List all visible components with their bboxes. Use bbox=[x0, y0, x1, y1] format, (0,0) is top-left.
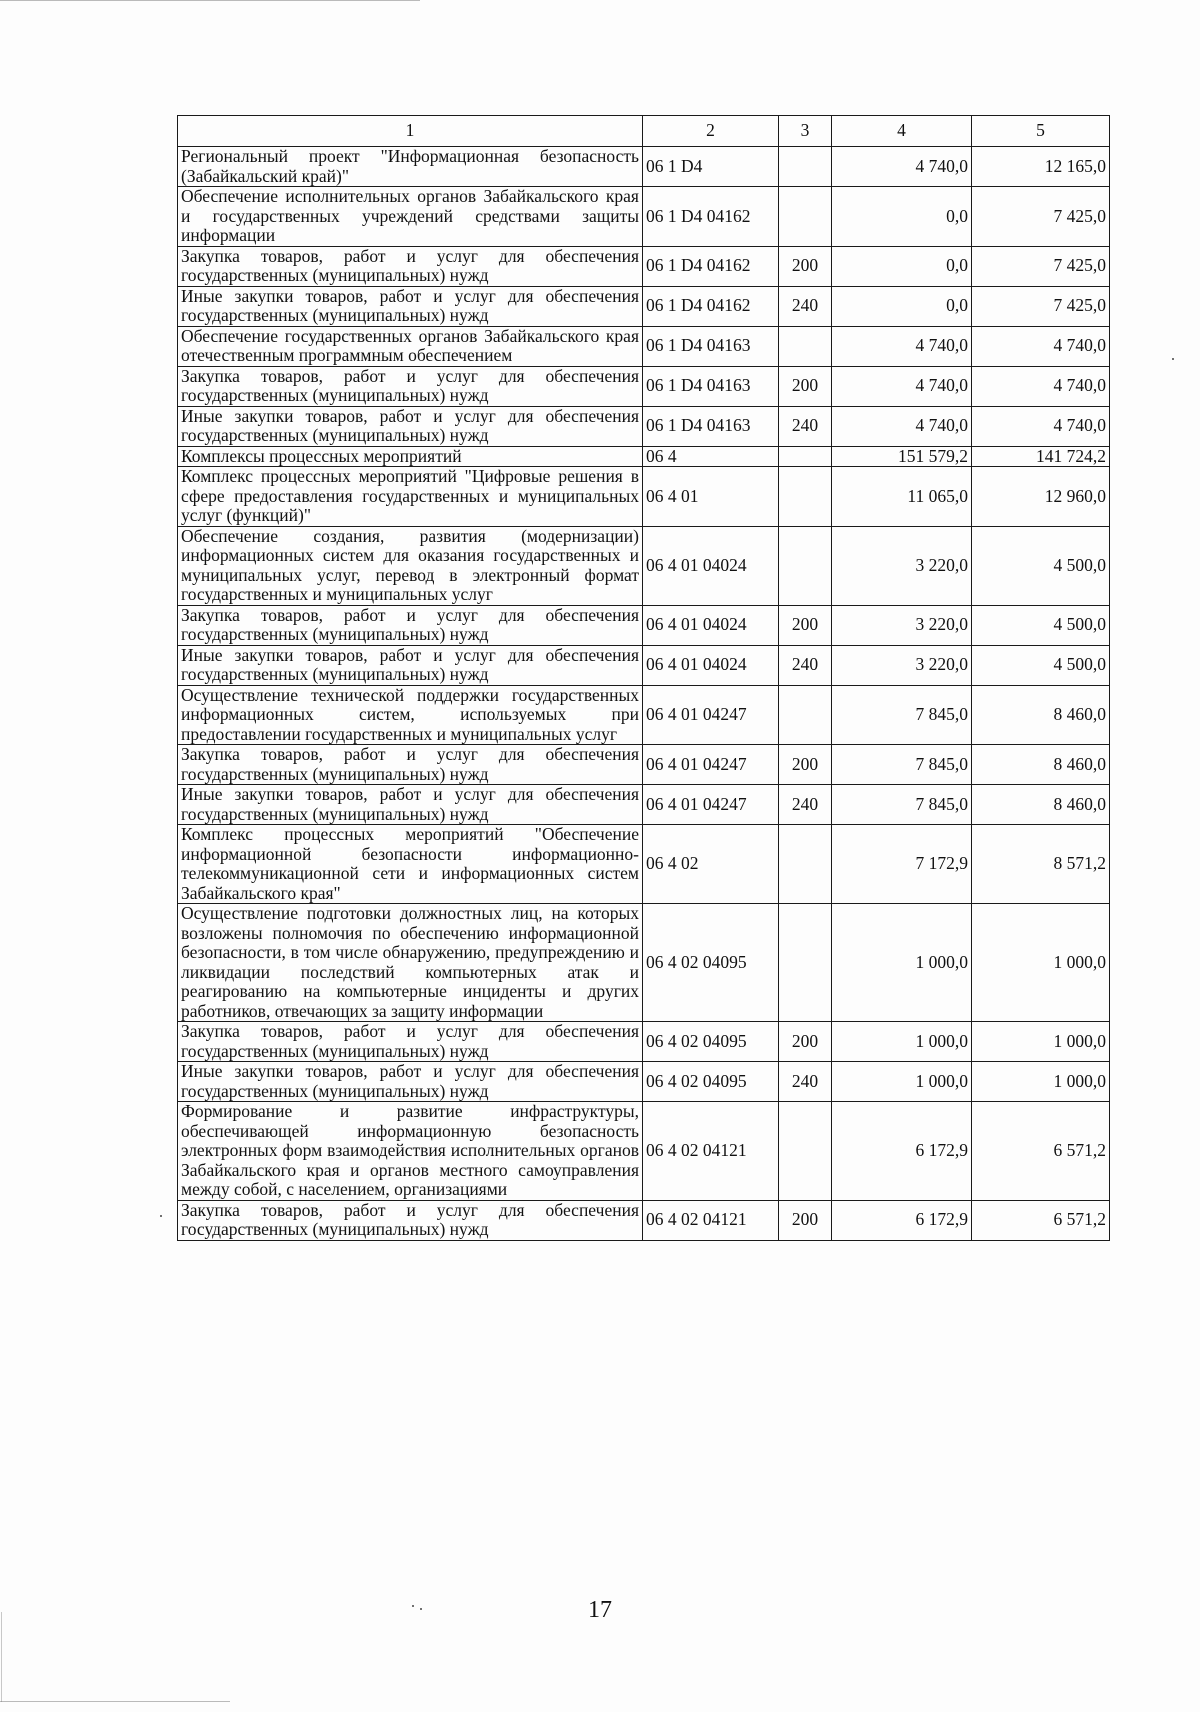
row-name-cell: Закупка товаров, работ и услуг для обеспечения государственных (муниципальных) нужд bbox=[178, 1022, 643, 1062]
row-name-cell: Обеспечение исполнительных органов Забайкальского края и государственных учреждений средствами защиты информации bbox=[178, 187, 643, 247]
row-code-cell: 06 1 D4 04163 bbox=[643, 406, 779, 446]
row-value-col5-cell: 7 425,0 bbox=[972, 187, 1110, 247]
scan-edge-bottom bbox=[0, 1701, 230, 1702]
table-row bbox=[178, 526, 1110, 605]
row-code-cell: 06 4 01 04024 bbox=[643, 645, 779, 685]
row-code-cell: 06 4 02 04095 bbox=[643, 1062, 779, 1102]
table-row bbox=[178, 467, 1110, 527]
row-value-col5-cell: 4 740,0 bbox=[972, 366, 1110, 406]
row-type-cell bbox=[779, 1102, 832, 1201]
row-code-cell: 06 1 D4 04163 bbox=[643, 366, 779, 406]
row-value-col5-cell: 4 500,0 bbox=[972, 645, 1110, 685]
row-name-cell: Комплекс процессных мероприятий "Цифровые решения в сфере предоставления государственных и муниципальных услуг (функций)" bbox=[178, 467, 643, 527]
row-type-cell bbox=[779, 685, 832, 745]
row-value-col5-cell: 4 740,0 bbox=[972, 326, 1110, 366]
budget-table bbox=[177, 115, 1110, 1241]
row-value-col5-cell: 8 460,0 bbox=[972, 785, 1110, 825]
row-value-col5-cell: 6 571,2 bbox=[972, 1102, 1110, 1201]
scan-edge-top bbox=[0, 0, 420, 1]
row-type-cell: 200 bbox=[779, 605, 832, 645]
row-code-cell: 06 1 D4 bbox=[643, 147, 779, 187]
row-value-col4-cell: 1 000,0 bbox=[832, 1062, 972, 1102]
row-code-cell: 06 1 D4 04162 bbox=[643, 286, 779, 326]
table-row bbox=[178, 366, 1110, 406]
row-type-cell: 240 bbox=[779, 286, 832, 326]
row-code-cell: 06 4 01 bbox=[643, 467, 779, 527]
row-name-cell: Осуществление технической поддержки государственных информационных систем, используемых при предоставлении государственных и муниципальных услуг bbox=[178, 685, 643, 745]
row-value-col4-cell: 1 000,0 bbox=[832, 904, 972, 1022]
row-type-cell bbox=[779, 187, 832, 247]
row-value-col5-cell: 12 960,0 bbox=[972, 467, 1110, 527]
row-code-cell: 06 4 bbox=[643, 446, 779, 467]
row-code-cell: 06 1 D4 04162 bbox=[643, 187, 779, 247]
table-row bbox=[178, 645, 1110, 685]
row-value-col5-cell: 1 000,0 bbox=[972, 904, 1110, 1022]
row-name-cell: Закупка товаров, работ и услуг для обеспечения государственных (муниципальных) нужд bbox=[178, 1200, 643, 1240]
table-row bbox=[178, 246, 1110, 286]
row-value-col4-cell: 11 065,0 bbox=[832, 467, 972, 527]
row-code-cell: 06 4 02 04095 bbox=[643, 1022, 779, 1062]
row-name-cell: Иные закупки товаров, работ и услуг для обеспечения государственных (муниципальных) нужд bbox=[178, 286, 643, 326]
row-name-cell: Обеспечение государственных органов Забайкальского края отечественным программным обеспечением bbox=[178, 326, 643, 366]
row-code-cell: 06 4 01 04247 bbox=[643, 745, 779, 785]
row-value-col5-cell: 6 571,2 bbox=[972, 1200, 1110, 1240]
row-value-col5-cell: 1 000,0 bbox=[972, 1022, 1110, 1062]
row-value-col4-cell: 4 740,0 bbox=[832, 326, 972, 366]
table-row bbox=[178, 904, 1110, 1022]
row-name-cell: Закупка товаров, работ и услуг для обеспечения государственных (муниципальных) нужд bbox=[178, 366, 643, 406]
table-row bbox=[178, 605, 1110, 645]
row-type-cell: 200 bbox=[779, 246, 832, 286]
row-name-cell: Комплексы процессных мероприятий bbox=[178, 446, 643, 467]
page-number: 17 bbox=[588, 1597, 612, 1623]
table-row bbox=[178, 785, 1110, 825]
table-row bbox=[178, 1022, 1110, 1062]
row-type-cell: 240 bbox=[779, 645, 832, 685]
row-type-cell: 200 bbox=[779, 366, 832, 406]
row-value-col5-cell: 7 425,0 bbox=[972, 246, 1110, 286]
row-name-cell: Комплекс процессных мероприятий "Обеспечение информационной безопасности информационно-телекоммуникационной сети и информационных систем Забайкальского края" bbox=[178, 825, 643, 904]
row-code-cell: 06 4 01 04247 bbox=[643, 785, 779, 825]
row-name-cell: Обеспечение создания, развития (модернизации) информационных систем для оказания государственных и муниципальных услуг, перевод в электронный формат государственных и муниципальных услуг bbox=[178, 526, 643, 605]
row-value-col4-cell: 6 172,9 bbox=[832, 1102, 972, 1201]
row-type-cell bbox=[779, 825, 832, 904]
column-header-5: 5 bbox=[972, 116, 1110, 147]
table-row bbox=[178, 187, 1110, 247]
row-type-cell: 200 bbox=[779, 1022, 832, 1062]
column-header-3: 3 bbox=[779, 116, 832, 147]
row-name-cell: Иные закупки товаров, работ и услуг для обеспечения государственных (муниципальных) нужд bbox=[178, 1062, 643, 1102]
row-value-col4-cell: 1 000,0 bbox=[832, 1022, 972, 1062]
row-type-cell: 240 bbox=[779, 1062, 832, 1102]
row-type-cell: 240 bbox=[779, 406, 832, 446]
row-name-cell: Формирование и развитие инфраструктуры, обеспечивающей информационную безопасность электронных форм взаимодействия исполнительных органов Забайкальского края и органов местного самоуправления между собой, с населением, организациями bbox=[178, 1102, 643, 1201]
row-value-col5-cell: 4 740,0 bbox=[972, 406, 1110, 446]
row-value-col4-cell: 0,0 bbox=[832, 246, 972, 286]
row-type-cell: 200 bbox=[779, 1200, 832, 1240]
row-name-cell: Иные закупки товаров, работ и услуг для обеспечения государственных (муниципальных) нужд bbox=[178, 406, 643, 446]
row-code-cell: 06 4 02 bbox=[643, 825, 779, 904]
row-code-cell: 06 1 D4 04162 bbox=[643, 246, 779, 286]
row-type-cell bbox=[779, 904, 832, 1022]
row-type-cell: 240 bbox=[779, 785, 832, 825]
column-header-1: 1 bbox=[178, 116, 643, 147]
row-type-cell bbox=[779, 467, 832, 527]
table-row bbox=[178, 446, 1110, 467]
row-value-col4-cell: 7 845,0 bbox=[832, 685, 972, 745]
row-type-cell: 200 bbox=[779, 745, 832, 785]
scan-speck bbox=[160, 1215, 162, 1217]
table-header-row bbox=[178, 116, 1110, 147]
row-value-col5-cell: 1 000,0 bbox=[972, 1062, 1110, 1102]
row-name-cell: Иные закупки товаров, работ и услуг для обеспечения государственных (муниципальных) нужд bbox=[178, 785, 643, 825]
row-name-cell: Региональный проект "Информационная безопасность (Забайкальский край)" bbox=[178, 147, 643, 187]
row-value-col5-cell: 4 500,0 bbox=[972, 526, 1110, 605]
row-value-col4-cell: 4 740,0 bbox=[832, 147, 972, 187]
column-header-2: 2 bbox=[643, 116, 779, 147]
row-code-cell: 06 4 01 04024 bbox=[643, 526, 779, 605]
row-code-cell: 06 4 02 04121 bbox=[643, 1200, 779, 1240]
row-value-col5-cell: 4 500,0 bbox=[972, 605, 1110, 645]
row-type-cell bbox=[779, 526, 832, 605]
row-value-col4-cell: 4 740,0 bbox=[832, 406, 972, 446]
row-code-cell: 06 1 D4 04163 bbox=[643, 326, 779, 366]
row-code-cell: 06 4 01 04024 bbox=[643, 605, 779, 645]
row-value-col5-cell: 8 460,0 bbox=[972, 745, 1110, 785]
row-value-col4-cell: 4 740,0 bbox=[832, 366, 972, 406]
table-row bbox=[178, 685, 1110, 745]
row-value-col4-cell: 0,0 bbox=[832, 286, 972, 326]
row-value-col4-cell: 151 579,2 bbox=[832, 446, 972, 467]
table-row bbox=[178, 745, 1110, 785]
row-value-col5-cell: 12 165,0 bbox=[972, 147, 1110, 187]
table-row bbox=[178, 825, 1110, 904]
table-row bbox=[178, 406, 1110, 446]
row-type-cell bbox=[779, 147, 832, 187]
row-value-col4-cell: 3 220,0 bbox=[832, 645, 972, 685]
row-type-cell bbox=[779, 326, 832, 366]
row-value-col4-cell: 7 845,0 bbox=[832, 785, 972, 825]
row-name-cell: Закупка товаров, работ и услуг для обеспечения государственных (муниципальных) нужд bbox=[178, 605, 643, 645]
row-value-col5-cell: 141 724,2 bbox=[972, 446, 1110, 467]
table-body bbox=[178, 147, 1110, 1241]
row-value-col5-cell: 7 425,0 bbox=[972, 286, 1110, 326]
row-name-cell: Закупка товаров, работ и услуг для обеспечения государственных (муниципальных) нужд bbox=[178, 246, 643, 286]
row-value-col4-cell: 3 220,0 bbox=[832, 526, 972, 605]
row-value-col4-cell: 3 220,0 bbox=[832, 605, 972, 645]
scan-edge-left bbox=[1, 1612, 2, 1702]
row-value-col4-cell: 6 172,9 bbox=[832, 1200, 972, 1240]
row-name-cell: Осуществление подготовки должностных лиц, на которых возложены полномочия по обеспечению информационной безопасности, в том числе обнаружению, предупреждению и ликвидации последствий компьютерных атак и реагированию на компьютерные инциденты и других работников, отвечающих за защиту информации bbox=[178, 904, 643, 1022]
table-row bbox=[178, 286, 1110, 326]
table-row bbox=[178, 1200, 1110, 1240]
row-name-cell: Иные закупки товаров, работ и услуг для обеспечения государственных (муниципальных) нужд bbox=[178, 645, 643, 685]
scan-speck bbox=[1172, 358, 1174, 360]
row-value-col4-cell: 7 845,0 bbox=[832, 745, 972, 785]
row-code-cell: 06 4 02 04121 bbox=[643, 1102, 779, 1201]
row-value-col5-cell: 8 571,2 bbox=[972, 825, 1110, 904]
row-value-col5-cell: 8 460,0 bbox=[972, 685, 1110, 745]
row-value-col4-cell: 7 172,9 bbox=[832, 825, 972, 904]
row-code-cell: 06 4 02 04095 bbox=[643, 904, 779, 1022]
row-name-cell: Закупка товаров, работ и услуг для обеспечения государственных (муниципальных) нужд bbox=[178, 745, 643, 785]
row-type-cell bbox=[779, 446, 832, 467]
row-code-cell: 06 4 01 04247 bbox=[643, 685, 779, 745]
table-row bbox=[178, 326, 1110, 366]
column-header-4: 4 bbox=[832, 116, 972, 147]
table-row bbox=[178, 1102, 1110, 1201]
table-row bbox=[178, 1062, 1110, 1102]
row-value-col4-cell: 0,0 bbox=[832, 187, 972, 247]
table-row bbox=[178, 147, 1110, 187]
